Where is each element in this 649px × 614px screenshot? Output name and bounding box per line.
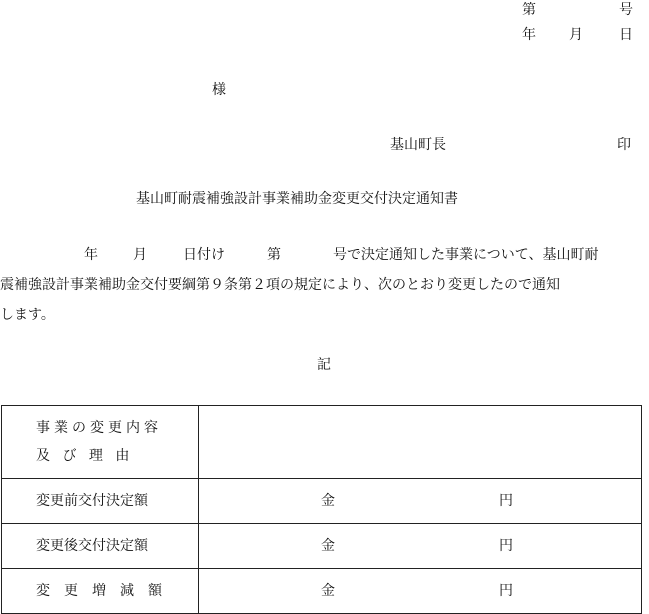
before-amount-prefix: 金 [321,493,335,509]
change-content-label: 事業の変更内容 [36,420,162,436]
body-line-2 [0,270,649,300]
document-number-suffix: 号 [619,2,633,18]
body-line-1 [0,240,649,270]
change-content-value [199,406,642,479]
body-day-suffix: 日付け [183,247,225,263]
after-amount-label: 変更後交付決定額 [36,538,148,554]
before-amount-value-cell [199,479,642,524]
body-year: 年 [84,247,98,263]
date-day: 日 [619,27,633,43]
record-heading: 記 [317,357,331,373]
table-row [2,406,642,479]
difference-amount-unit: 円 [499,583,513,599]
difference-amount-prefix: 金 [321,583,335,599]
after-amount-prefix: 金 [321,538,335,554]
change-details-table [1,405,642,614]
change-content-label-cell [2,406,199,479]
body-line-1-rest: 号で決定通知した事業について、基山町耐 [333,247,599,263]
difference-amount-value-cell [199,569,642,614]
document-title: 基山町耐震補強設計事業補助金変更交付決定通知書 [136,191,458,207]
difference-amount-label-cell [2,569,199,614]
before-amount-label: 変更前交付決定額 [36,493,148,509]
after-amount-label-cell [2,524,199,569]
body-line-3-text: します。 [0,307,55,323]
table-row [2,479,642,524]
date-year: 年 [522,27,536,43]
body-line-3 [0,300,649,330]
body-paragraph [0,240,649,330]
table-row [2,569,642,614]
before-amount-label-cell [2,479,199,524]
after-amount-unit: 円 [499,538,513,554]
body-number-prefix: 第 [267,247,281,263]
change-reason-label: 及 び 理 由 [36,448,134,464]
after-amount-value-cell [199,524,642,569]
body-month: 月 [133,247,147,263]
difference-amount-label: 変更増減額 [36,583,176,599]
before-amount-unit: 円 [499,493,513,509]
body-line-2-text: 震補強設計事業補助金交付要綱第９条第２項の規定により、次のとおり変更したので通知 [0,277,560,293]
addressee-honorific: 様 [212,82,226,98]
table-row [2,524,642,569]
document-number-label: 第 [522,2,536,18]
sender-title: 基山町長 [390,137,446,153]
seal-mark: 印 [617,137,631,153]
date-month: 月 [569,27,583,43]
